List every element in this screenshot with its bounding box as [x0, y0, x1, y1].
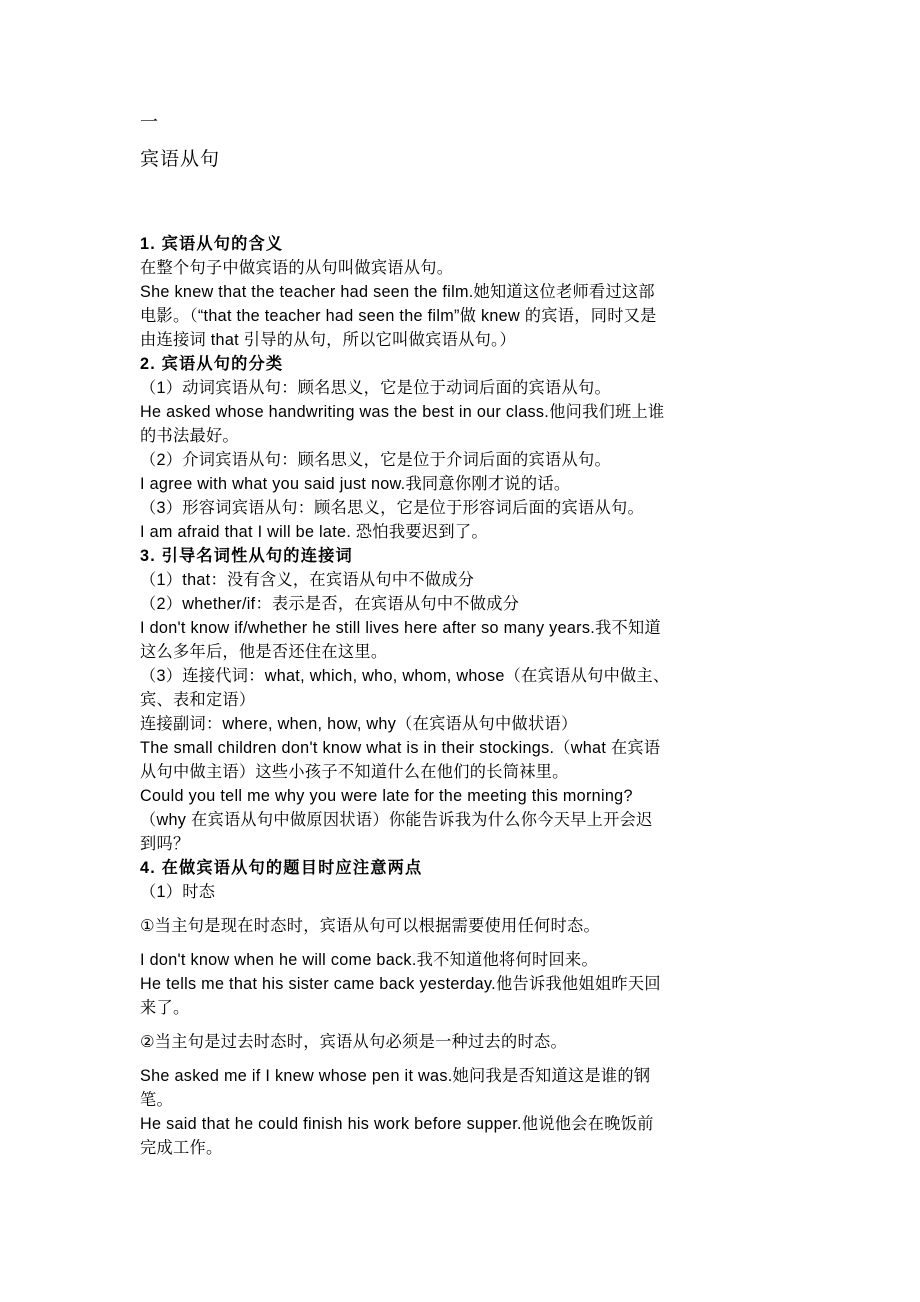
text-line: He tells me that his sister came back yesterday.他告诉我他姐姐昨天回: [140, 975, 661, 993]
text-line: 连接副词：where, when, how, why（在宾语从句中做状语）: [140, 715, 578, 733]
text-line: She knew that the teacher had seen the film.她知道这位老师看过这部: [140, 283, 655, 301]
text-line: He asked whose handwriting was the best in our class.他问我们班上谁: [140, 403, 665, 421]
text-line: （1）时态: [140, 883, 216, 901]
text-line: I am afraid that I will be late. 恐怕我要迟到了。: [140, 523, 488, 541]
text-line: （3）连接代词：what, which, who, whom, whose（在宾语从句中做主、: [140, 667, 670, 685]
text-line: （1）that：没有含义，在宾语从句中不做成分: [140, 571, 475, 589]
document-title: 宾语从句: [140, 149, 221, 170]
text-line: 到吗？: [140, 835, 190, 853]
text-line: （3）形容词宾语从句：顾名思义，它是位于形容词后面的宾语从句。: [140, 499, 644, 517]
text-line: I don't know when he will come back.我不知道他将何时回来。: [140, 951, 598, 969]
text-line: She asked me if I knew whose pen it was.她问我是否知道这是谁的钢: [140, 1067, 651, 1085]
text-line: 在整个句子中做宾语的从句叫做宾语从句。: [140, 259, 454, 277]
section-heading: 2. 宾语从句的分类: [140, 355, 284, 373]
section-heading: 4. 在做宾语从句的题目时应注意两点: [140, 859, 423, 877]
document-body: [140, 232, 780, 1160]
paragraph-gap: [140, 938, 780, 948]
paragraph-gap: [140, 1054, 780, 1064]
text-line: I don't know if/whether he still lives here after so many years.我不知道: [140, 619, 662, 637]
text-line: 这么多年后，他是否还住在这里。: [140, 643, 388, 661]
text-line: Could you tell me why you were late for the meeting this morning?: [140, 787, 633, 805]
text-line: He said that he could finish his work before supper.他说他会在晚饭前: [140, 1115, 654, 1133]
text-line: 宾、表和定语）: [140, 691, 256, 709]
section-heading: 3. 引导名词性从句的连接词: [140, 547, 353, 565]
text-line: ②当主句是过去时态时，宾语从句必须是一种过去的时态。: [140, 1033, 567, 1051]
text-line: （why 在宾语从句中做原因状语）你能告诉我为什么你今天早上开会迟: [140, 811, 653, 829]
paragraph-gap: [140, 1020, 780, 1030]
section-number: 一: [140, 112, 158, 132]
text-line: （1）动词宾语从句：顾名思义，它是位于动词后面的宾语从句。: [140, 379, 611, 397]
text-line: 的书法最好。: [140, 427, 239, 445]
text-line: I agree with what you said just now.我同意你刚才说的话。: [140, 475, 571, 493]
text-line: 由连接词 that 引导的从句，所以它叫做宾语从句。）: [140, 331, 516, 349]
section-heading: 1. 宾语从句的含义: [140, 235, 284, 253]
text-line: 来了。: [140, 999, 190, 1017]
paragraph-gap: [140, 904, 780, 914]
text-line: （2）whether/if：表示是否，在宾语从句中不做成分: [140, 595, 520, 613]
text-line: ①当主句是现在时态时，宾语从句可以根据需要使用任何时态。: [140, 917, 600, 935]
text-line: 从句中做主语）这些小孩子不知道什么在他们的长筒袜里。: [140, 763, 569, 781]
text-line: 完成工作。: [140, 1139, 223, 1157]
text-line: The small children don't know what is in their stockings.（what 在宾语: [140, 739, 661, 757]
text-line: 笔。: [140, 1091, 173, 1109]
text-line: 电影。（“that the teacher had seen the film”做 knew 的宾语，同时又是: [140, 307, 657, 325]
text-line: （2）介词宾语从句：顾名思义，它是位于介词后面的宾语从句。: [140, 451, 611, 469]
